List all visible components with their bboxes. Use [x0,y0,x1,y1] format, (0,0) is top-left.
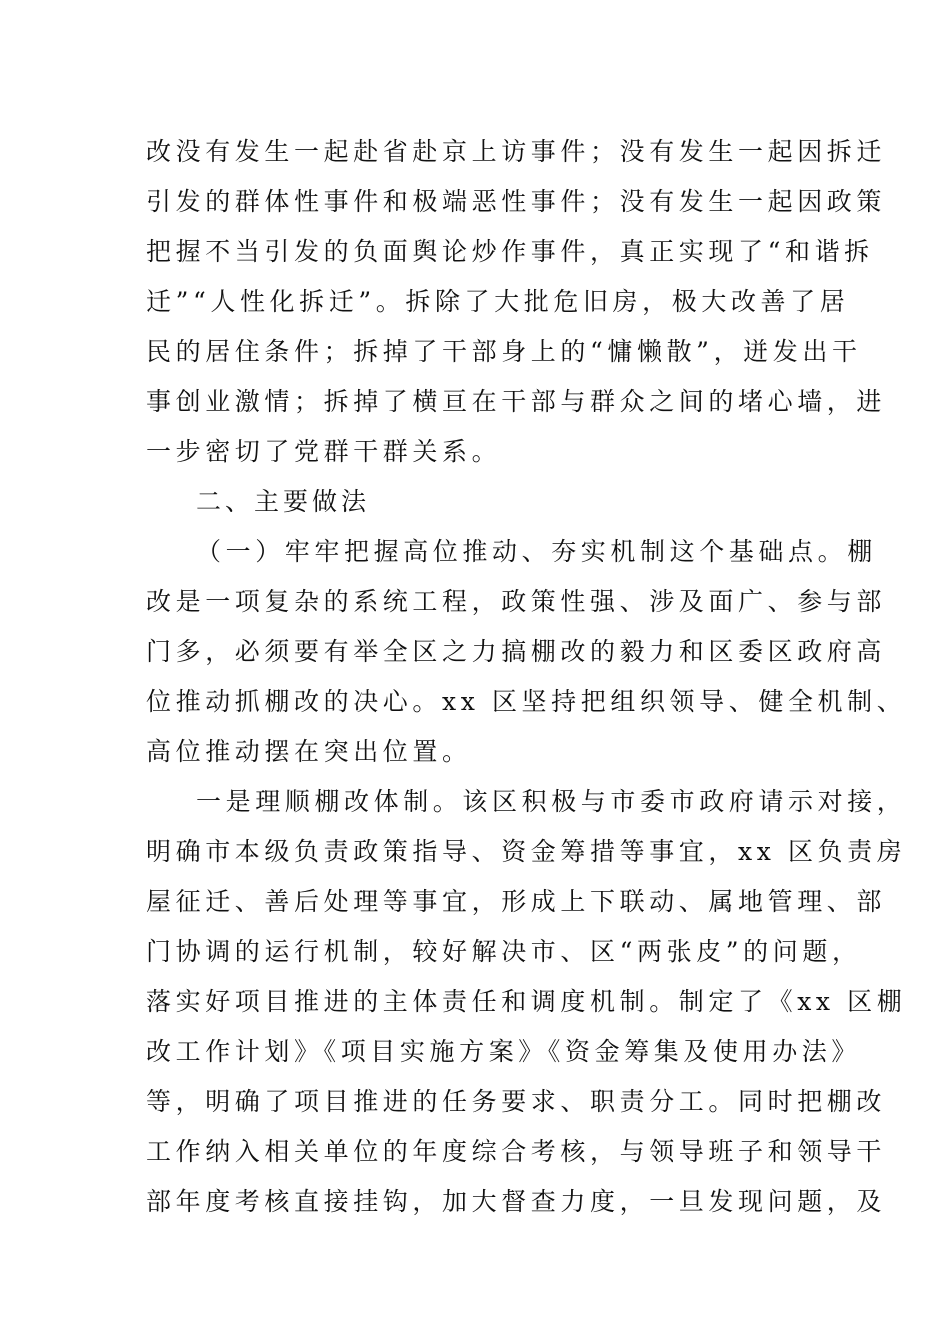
body-line: 明确市本级负责政策指导、资金筹措等事宜，xx 区负责房 [146,837,907,866]
body-line: 改工作计划》《项目实施方案》《资金筹集及使用办法》 [146,1037,862,1066]
body-line: 迁”“人性化拆迁”。拆除了大批危旧房，极大改善了居 [146,287,850,316]
section-heading: 二、主要做法 [196,487,371,516]
body-line: 落实好项目推进的主体责任和调度机制。制定了《xx 区棚 [146,987,907,1016]
body-line: 屋征迁、善后处理等事宜，形成上下联动、属地管理、部 [146,887,887,916]
subsection-heading-line: （一）牢牢把握高位推动、夯实机制这个基础点。棚 [196,537,877,566]
body-line: 门多，必须要有举全区之力搞棚改的毅力和区委区政府高 [146,637,887,666]
body-line: 引发的群体性事件和极端恶性事件；没有发生一起因政策 [146,187,887,216]
body-line: 高位推动摆在突出位置。 [146,737,472,766]
body-line: 部年度考核直接挂钩，加大督查力度，一旦发现问题，及 [146,1187,887,1216]
body-line: 门协调的运行机制，较好解决市、区“两张皮”的问题， [146,937,862,966]
body-line: 事创业激情；拆掉了横亘在干部与群众之间的堵心墙，进 [146,387,887,416]
body-line: 改是一项复杂的系统工程，政策性强、涉及面广、参与部 [146,587,887,616]
body-line: 改没有发生一起赴省赴京上访事件；没有发生一起因拆迁 [146,137,887,166]
body-line: 等，明确了项目推进的任务要求、职责分工。同时把棚改 [146,1087,887,1116]
paragraph-start-line: 一是理顺棚改体制。该区积极与市委市政府请示对接， [196,787,907,816]
body-line: 民的居住条件；拆掉了干部身上的“慵懒散”，迸发出干 [146,337,862,366]
body-line: 把握不当引发的负面舆论炒作事件，真正实现了“和谐拆 [146,237,874,266]
body-line: 一步密切了党群干群关系。 [146,437,502,466]
body-line: 位推动抓棚改的决心。xx 区坚持把组织领导、健全机制、 [146,687,907,716]
body-line: 工作纳入相关单位的年度综合考核，与领导班子和领导干 [146,1137,887,1166]
